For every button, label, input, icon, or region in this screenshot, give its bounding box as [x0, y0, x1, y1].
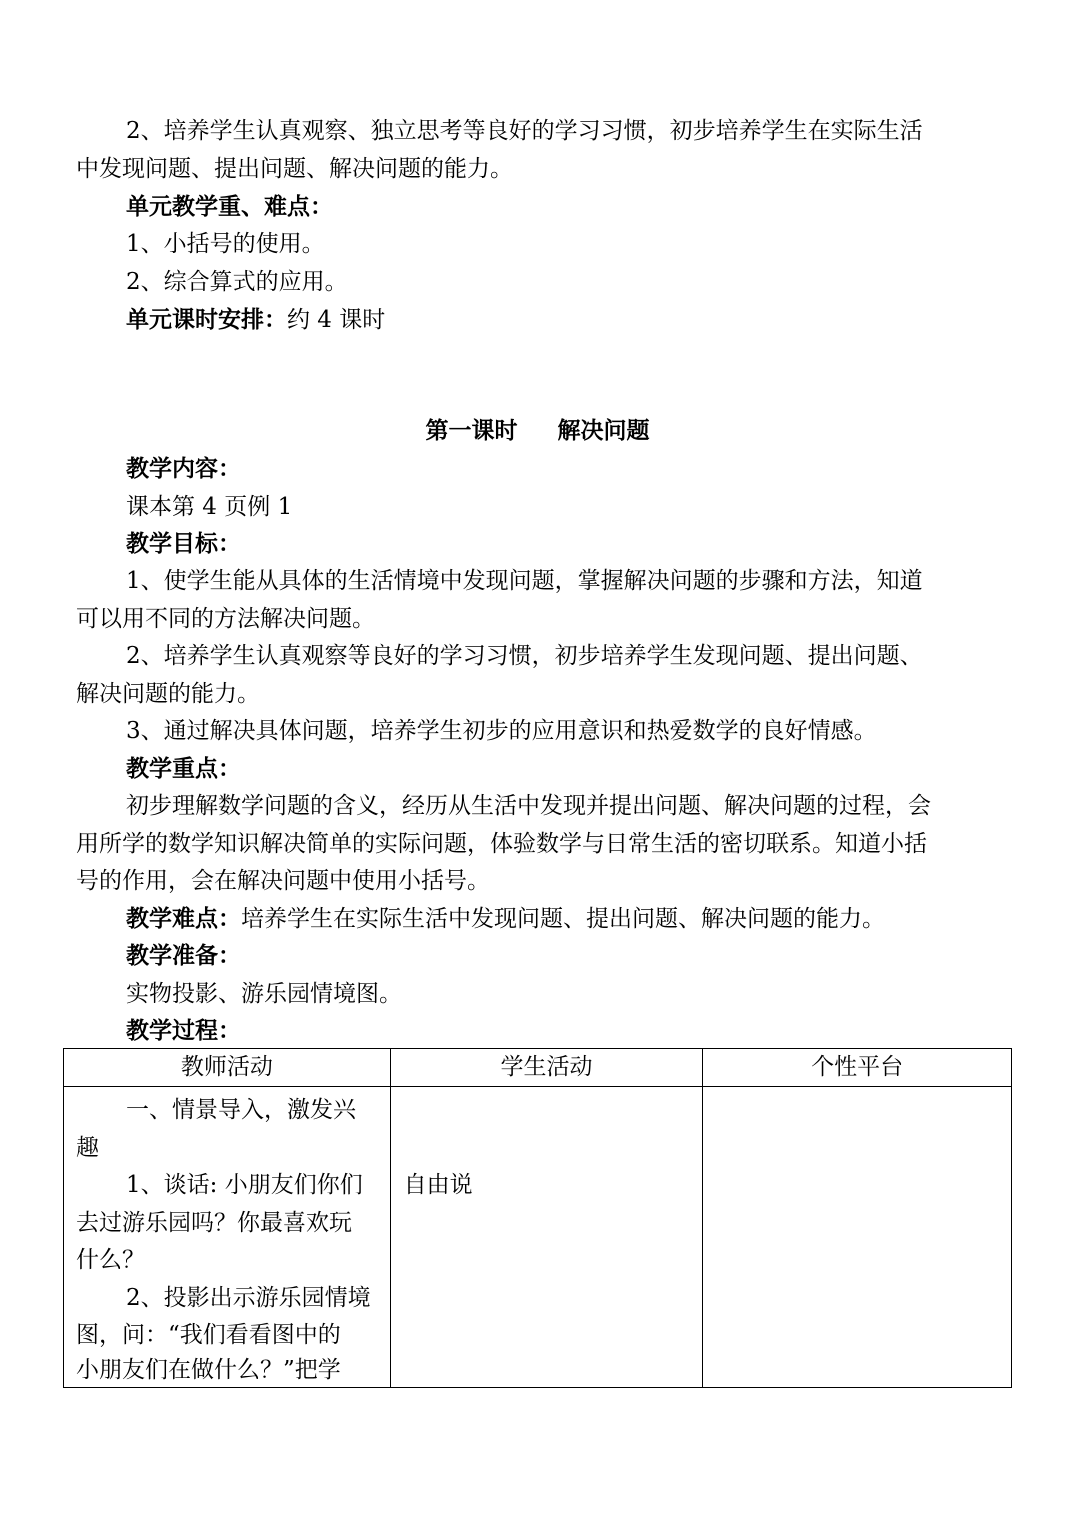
- table-row: [64, 1087, 1012, 1388]
- teacher-activity-cell: [64, 1087, 391, 1388]
- prep-heading: 教学准备：: [126, 942, 241, 969]
- teacher-line-5: 什么？: [76, 1247, 145, 1273]
- header-personal-platform: 个性平台: [703, 1049, 1012, 1087]
- teacher-line-3: 1、谈话: 小朋友们你们: [126, 1172, 363, 1198]
- teacher-line-2: 趣: [76, 1135, 99, 1161]
- unit-key-point-2: 2、综合算式的应用。: [126, 269, 348, 295]
- goal-2-line-2: 解决问题的能力。: [76, 681, 260, 707]
- teacher-line-7: 图，问：“我们看看图中的: [76, 1322, 341, 1348]
- lesson-title: [0, 412, 1075, 450]
- unit-goal-2-line-2: 中发现问题、提出问题、解决问题的能力。: [76, 156, 513, 182]
- prep-value: 实物投影、游乐园情境图。: [126, 981, 402, 1007]
- teacher-line-6: 2、投影出示游乐园情境: [126, 1285, 371, 1311]
- focus-heading: 教学重点：: [126, 755, 241, 782]
- teacher-line-4: 去过游乐园吗？你最喜欢玩: [76, 1210, 352, 1236]
- difficulty: [126, 900, 1075, 938]
- focus-line-2: 用所学的数学知识解决简单的实际问题，体验数学与日常生活的密切联系。知道小括: [76, 831, 927, 857]
- process-heading: 教学过程：: [126, 1017, 241, 1044]
- difficulty-value: 培养学生在实际生活中发现问题、提出问题、解决问题的能力。: [241, 906, 885, 932]
- goal-1-line-2: 可以用不同的方法解决问题。: [76, 606, 375, 632]
- focus-line-3: 号的作用，会在解决问题中使用小括号。: [76, 868, 490, 894]
- header-student-activity: 学生活动: [390, 1049, 703, 1087]
- student-activity-text: 自由说: [403, 1172, 473, 1198]
- teaching-process-table: [63, 1048, 1012, 1388]
- lesson-title-number: 第一课时: [425, 417, 518, 444]
- student-activity-cell: [390, 1087, 703, 1388]
- focus-line-1: 初步理解数学问题的含义，经历从生活中发现并提出问题、解决问题的过程，会: [126, 793, 931, 819]
- unit-goal-2-line-1: 2、培养学生认真观察、独立思考等良好的学习习惯，初步培养学生在实际生活: [126, 118, 923, 144]
- teacher-line-8: 小朋友们在做什么？”把学: [76, 1357, 341, 1383]
- goal-1-line-1: 1、使学生能从具体的生活情境中发现问题，掌握解决问题的步骤和方法，知道: [126, 568, 923, 594]
- unit-key-points-heading: 单元教学重、难点：: [126, 193, 333, 220]
- unit-schedule-label: 单元课时安排：: [126, 306, 287, 333]
- unit-schedule: [126, 301, 1075, 339]
- content-heading: 教学内容：: [126, 455, 241, 482]
- header-teacher-activity: 教师活动: [64, 1049, 391, 1087]
- lesson-title-topic: 解决问题: [557, 417, 650, 444]
- unit-key-point-1: 1、小括号的使用。: [126, 231, 325, 257]
- unit-schedule-value: 约 4 课时: [287, 307, 386, 333]
- personal-platform-cell: [703, 1087, 1012, 1388]
- table-header-row: [64, 1049, 1012, 1087]
- difficulty-label: 教学难点：: [126, 905, 241, 932]
- content-value: 课本第 4 页例 1: [126, 494, 293, 520]
- goals-heading: 教学目标：: [126, 530, 241, 557]
- teacher-line-1: 一、情景导入，激发兴: [126, 1097, 356, 1123]
- goal-3: 3、通过解决具体问题，培养学生初步的应用意识和热爱数学的良好情感。: [126, 718, 877, 744]
- goal-2-line-1: 2、培养学生认真观察等良好的学习习惯，初步培养学生发现问题、提出问题、: [126, 643, 923, 669]
